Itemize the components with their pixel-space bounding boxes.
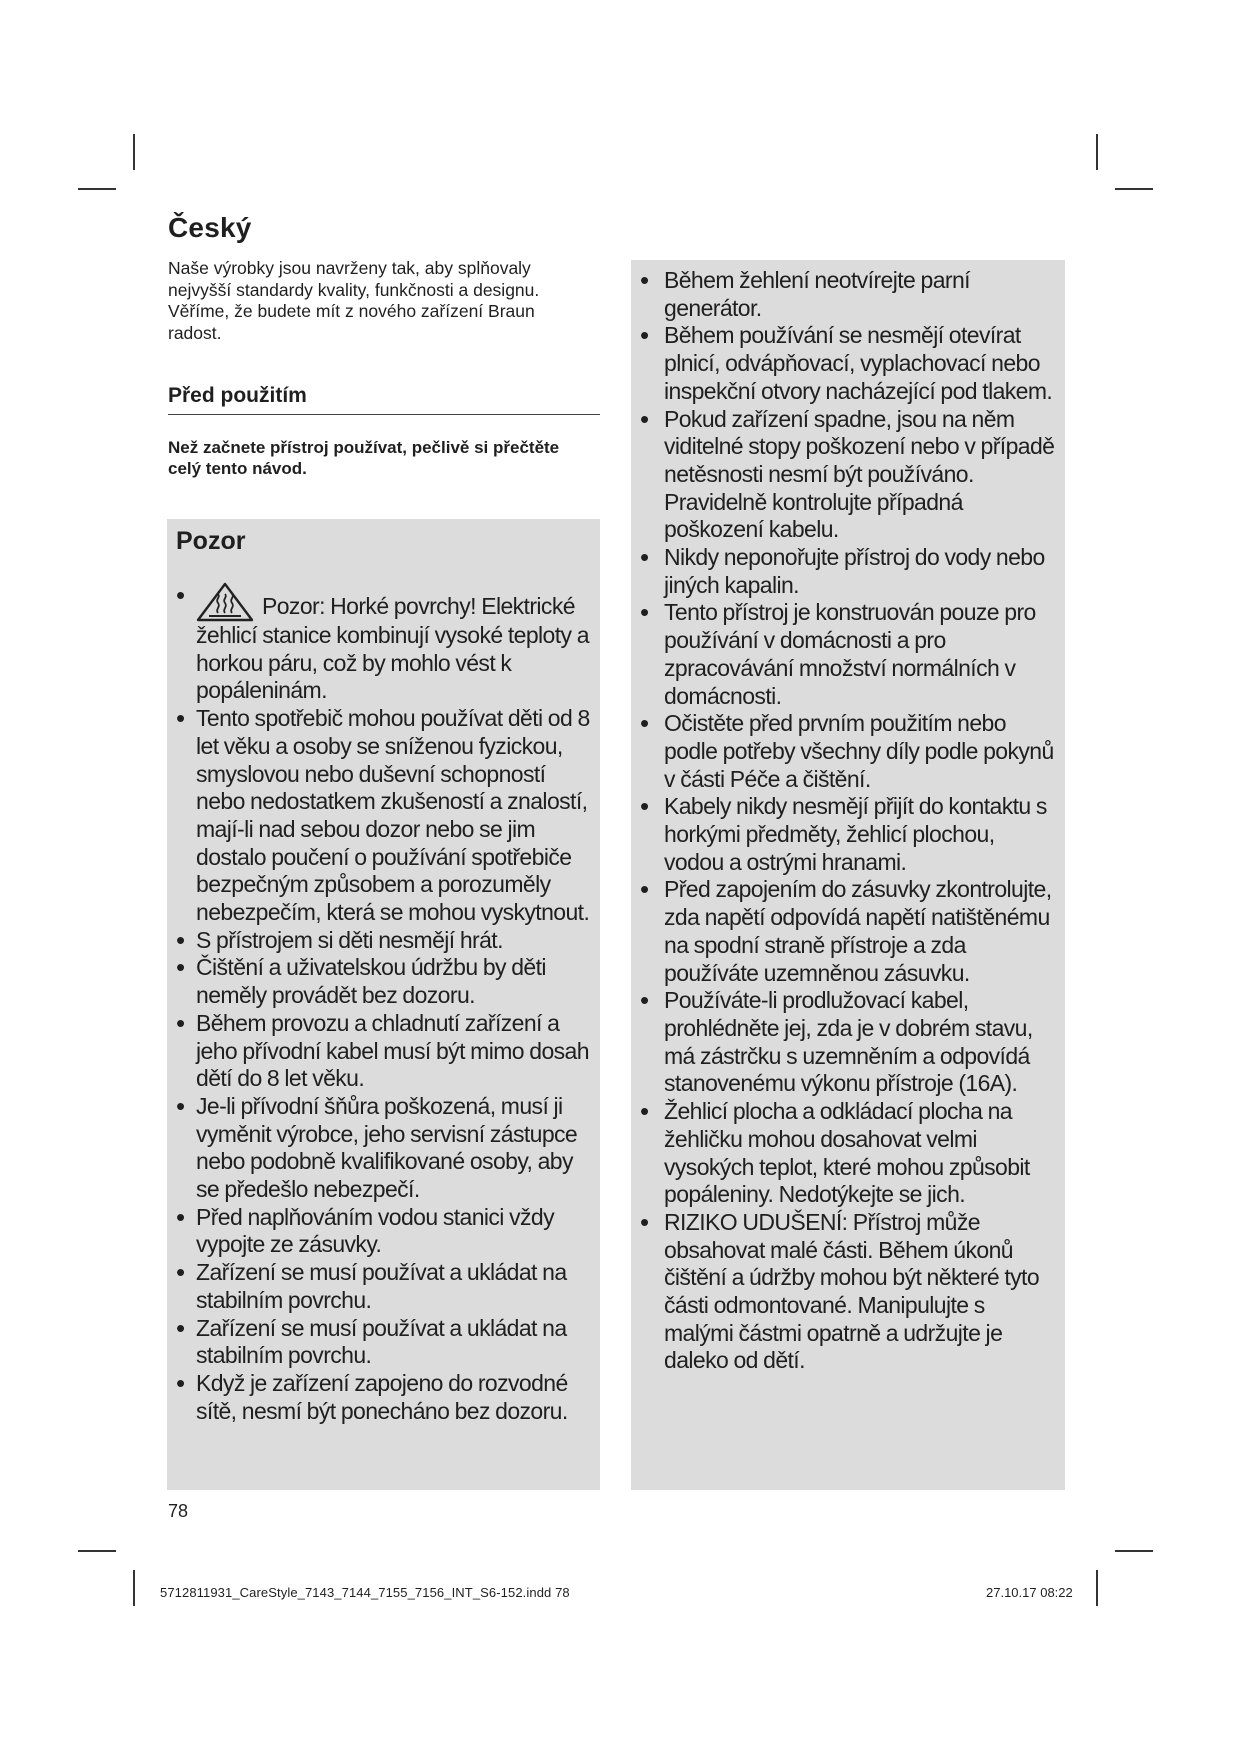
list-item — [640, 599, 1059, 710]
list-item-text: Používáte-li prodlužovací kabel, prohlédněte jej, zda je v dobrém stavu, má zástrčku s uzemněním a odpovídá stanovenému výkonu přístroje (16A). — [664, 987, 1033, 1097]
footer-file-info: 5712811931_CareStyle_7143_7144_7155_7156_INT_S6-152.indd 78 — [160, 1585, 570, 1600]
list-item — [640, 322, 1059, 405]
list-item-text: Během provozu a chladnutí zařízení a jeho přívodní kabel musí být mimo dosah dětí do 8 let věku. — [196, 1009, 589, 1092]
list-item — [176, 954, 591, 1009]
crop-mark-top-left-h — [78, 188, 116, 190]
list-item-text: Pokud zařízení spadne, jsou na něm viditelné stopy poškození nebo v případě netěsnosti nesmí být používáno. Pravidelně kontrolujte případná poškození kabelu. — [664, 405, 1055, 543]
list-item-text: Tento spotřebič mohou používat děti od 8 let věku a osoby se sníženou fyzickou, smyslovou nebo duševní schopností nebo nedostatkem zkušeností a znalostí, mají-li nad sebou dozor nebo se jim dostalo poučení o používání spotřebiče bezpečným způsobem a porozuměly nebezpečím, která se mohou vyskytnout. — [196, 705, 590, 926]
list-item — [176, 1204, 591, 1259]
list-item-text: Před naplňováním vodou stanici vždy vypojte ze zásuvky. — [196, 1203, 554, 1258]
list-item — [176, 582, 591, 705]
list-item-text: Žehlicí plocha a odkládací plocha na žehličku mohou dosahovat velmi vysokých teplot, které mohou způsobit popáleniny. Nedotýkejte se jich. — [664, 1098, 1030, 1208]
warning-list-left — [176, 582, 591, 1425]
warning-panel-left — [167, 519, 600, 1490]
footer-date: 27.10.17 08:22 — [986, 1585, 1073, 1600]
list-item-text: Čištění a uživatelskou údržbu by děti neměly provádět bez dozoru. — [196, 954, 546, 1009]
list-item-text: Když je zařízení zapojeno do rozvodné sítě, nesmí být ponecháno bez dozoru. — [196, 1369, 568, 1424]
list-item — [176, 927, 591, 955]
read-manual-notice: Než začnete přístroj používat, pečlivě si přečtěte celý tento návod. — [168, 438, 560, 478]
list-item — [176, 1093, 591, 1204]
list-item-text: Nikdy neponořujte přístroj do vody nebo jiných kapalin. — [664, 544, 1045, 598]
list-item — [640, 267, 1059, 322]
list-item — [640, 710, 1059, 793]
list-item-text: Během žehlení neotvírejte parní generátor. — [664, 267, 970, 321]
crop-mark-top-right-h — [1115, 188, 1153, 190]
list-item-text: Zařízení se musí používat a ukládat na stabilním povrchu. — [196, 1314, 567, 1369]
crop-mark-bottom-right — [1096, 1570, 1098, 1606]
list-item — [176, 1010, 591, 1093]
list-item — [640, 987, 1059, 1098]
list-item-text: Tento přístroj je konstruován pouze pro používání v domácnosti a pro zpracovávání množství normálních v domácnosti. — [664, 599, 1036, 709]
warning-title: Pozor — [176, 527, 246, 555]
warning-panel-right — [631, 260, 1065, 1490]
page-number: 78 — [168, 1501, 189, 1521]
list-item-text: RIZIKO UDUŠENÍ: Přístroj může obsahovat malé části. Během úkonů čištění a údržby mohou být některé tyto části odmontované. Manipulujte s malými částmi opatrně a udržujte je daleko od dětí. — [664, 1208, 1040, 1374]
list-item-text: Pozor: Horké povrchy! Elektrické žehlicí stanice kombinují vysoké teploty a horkou páru, což by mohlo vést k popáleninám. — [196, 593, 589, 704]
crop-mark-bottom-left — [133, 1570, 135, 1606]
crop-mark-bottom-left-h — [78, 1550, 116, 1552]
list-item-text: Během používání se nesmějí otevírat plnicí, odvápňovací, vyplachovací nebo inspekční otvory nacházející pod tlakem. — [664, 322, 1053, 404]
crop-mark-top-right — [1096, 134, 1098, 170]
warning-list-right — [640, 267, 1059, 1375]
list-item — [176, 1370, 591, 1425]
hot-surface-warning-icon — [196, 582, 254, 622]
list-item — [640, 876, 1059, 987]
list-item — [176, 1315, 591, 1370]
crop-mark-bottom-right-h — [1115, 1550, 1153, 1552]
list-item-text: Před zapojením do zásuvky zkontrolujte, zda napětí odpovídá napětí natištěnému na spodní straně přístroje a zda používáte uzemněnou zásuvku. — [664, 876, 1052, 986]
list-item — [640, 793, 1059, 876]
list-item-text: S přístrojem si děti nesmějí hrát. — [196, 926, 503, 953]
page-title: Český — [168, 212, 252, 243]
list-item-text: Je-li přívodní šňůra poškozená, musí ji vyměnit výrobce, jeho servisní zástupce nebo podobně kvalifikované osoby, aby se předešlo nebezpečí. — [196, 1092, 578, 1203]
list-item — [176, 705, 591, 927]
crop-mark-top-left — [133, 134, 135, 170]
list-item-text: Očistěte před prvním použitím nebo podle potřeby všechny díly podle pokynů v části Péče a čištění. — [664, 710, 1054, 792]
list-item — [640, 1098, 1059, 1209]
section-heading: Před použitím — [168, 384, 600, 415]
list-item-text: Kabely nikdy nesmějí přijít do kontaktu s horkými předměty, žehlicí plochou, vodou a ostrými hranami. — [664, 793, 1047, 875]
list-item — [640, 544, 1059, 599]
list-item — [640, 1209, 1059, 1375]
intro-text: Naše výrobky jsou navrženy tak, aby splňovaly nejvyšší standardy kvality, funkčnosti a designu. Věříme, že budete mít z nového zařízení Braun radost. — [168, 258, 540, 343]
list-item-text: Zařízení se musí používat a ukládat na stabilním povrchu. — [196, 1259, 567, 1313]
list-item — [176, 1259, 591, 1314]
list-item — [640, 406, 1059, 545]
